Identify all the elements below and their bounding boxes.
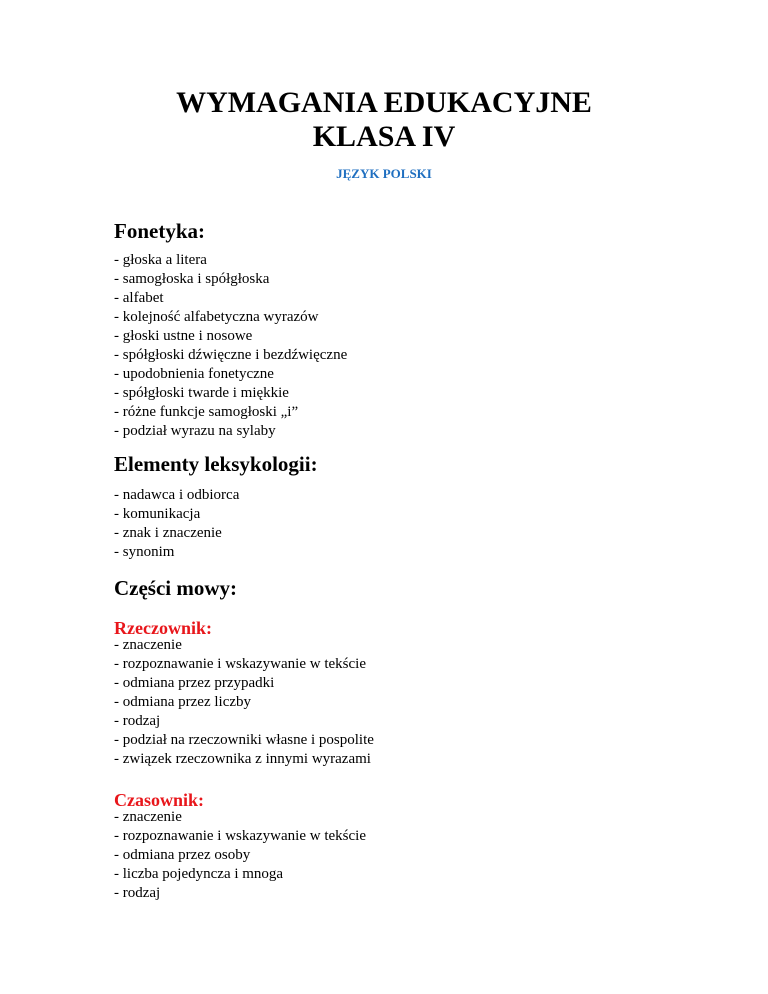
subheading-rzeczownik: Rzeczownik: bbox=[114, 618, 212, 638]
list-item: - różne funkcje samogłoski „i” bbox=[114, 404, 299, 420]
list-item: - komunikacja bbox=[114, 506, 201, 522]
list-item: - rozpoznawanie i wskazywanie w tekście bbox=[114, 656, 366, 672]
list-item: - alfabet bbox=[114, 290, 164, 306]
list-item: - rozpoznawanie i wskazywanie w tekście bbox=[114, 828, 366, 844]
list-item: - spółgłoski twarde i miękkie bbox=[114, 385, 289, 401]
list-item: - podział wyrazu na sylaby bbox=[114, 423, 276, 439]
list-item: - liczba pojedyncza i mnoga bbox=[114, 866, 284, 882]
list-item: - związek rzeczownika z innymi wyrazami bbox=[114, 751, 371, 767]
list-item: - podział na rzeczowniki własne i pospolite bbox=[114, 732, 374, 748]
document-title-line1: WYMAGANIA EDUKACYJNE bbox=[176, 86, 592, 119]
list-rzeczownik bbox=[114, 636, 374, 769]
list-fonetyka bbox=[114, 251, 347, 441]
list-item: - samogłoska i spółgłoska bbox=[114, 271, 270, 287]
list-item: - odmiana przez liczby bbox=[114, 694, 252, 710]
section-heading-fonetyka: Fonetyka: bbox=[114, 219, 205, 243]
list-item: - rodzaj bbox=[114, 885, 161, 901]
list-item: - spółgłoski dźwięczne i bezdźwięczne bbox=[114, 347, 348, 363]
list-item: - nadawca i odbiorca bbox=[114, 487, 240, 503]
list-item: - głoski ustne i nosowe bbox=[114, 328, 253, 344]
list-czasownik bbox=[114, 808, 366, 903]
list-item: - upodobnienia fonetyczne bbox=[114, 366, 274, 382]
list-item: - kolejność alfabetyczna wyrazów bbox=[114, 309, 319, 325]
list-item: - odmiana przez przypadki bbox=[114, 675, 275, 691]
list-leksykologia bbox=[114, 486, 239, 562]
list-item: - znaczenie bbox=[114, 637, 182, 653]
list-item: - znaczenie bbox=[114, 809, 182, 825]
subheading-czasownik: Czasownik: bbox=[114, 790, 205, 810]
list-item: - synonim bbox=[114, 544, 175, 560]
section-heading-leksykologia: Elementy leksykologii: bbox=[114, 452, 318, 476]
list-item: - rodzaj bbox=[114, 713, 161, 729]
list-item: - znak i znaczenie bbox=[114, 525, 222, 541]
document-title-line2: KLASA IV bbox=[312, 120, 456, 153]
list-item: - odmiana przez osoby bbox=[114, 847, 251, 863]
subject-label: JĘZYK POLSKI bbox=[336, 166, 432, 181]
list-item: - głoska a litera bbox=[114, 252, 207, 268]
section-heading-czesci-mowy: Części mowy: bbox=[114, 576, 238, 600]
